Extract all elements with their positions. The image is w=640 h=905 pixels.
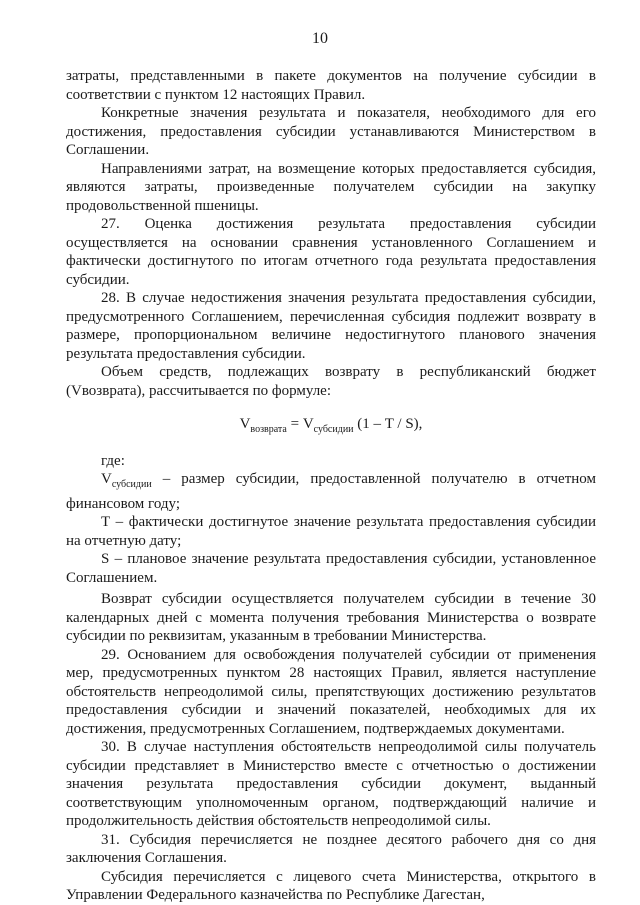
definition-symbol: T	[101, 514, 110, 530]
formula-lhs: V	[239, 416, 251, 432]
definition-symbol: V	[101, 471, 112, 487]
definition	[66, 550, 596, 587]
definition	[66, 513, 596, 550]
formula-rhs-sub: субсидии	[313, 424, 354, 435]
paragraph: Направлениями затрат, на возмещение которых предоставляется субсидия, являются затраты, произведенные получателем субсидии на закупку продовольственной пшеницы.	[66, 160, 596, 214]
definition	[66, 470, 596, 513]
formula-lhs-sub: возврата	[250, 424, 287, 435]
formula-equals: =	[286, 416, 303, 432]
paragraph: Субсидия перечисляется с лицевого счета Министерства, открытого в Управлении Федерального казначейства по Республике Дагестан,	[66, 868, 596, 903]
paragraph: 28. В случае недостижения значения результата предоставления субсидии, предусмотренного Соглашением, перечисленная субсидия подлежит возврату в размере, пропорциональном величине недостигнутого планового значения результата предоставления субсидии.	[66, 290, 596, 362]
formula-rhs: V	[302, 416, 314, 432]
paragraph: Объем средств, подлежащих возврату в республиканский бюджет (Vвозврата), рассчитывается по формуле:	[66, 364, 596, 399]
definition-symbol: S	[101, 551, 110, 567]
definition-text: – фактически достигнутое значение результата предоставления субсидии на отчетную дату;	[66, 514, 596, 549]
paragraph: 27. Оценка достижения результата предоставления субсидии осуществляется на основании сравнения установленного Соглашением и фактически достигнутого по итогам отчетного года результата предоставления субсидии.	[66, 216, 596, 288]
where-label: где:	[101, 452, 125, 469]
paragraph: 30. В случае наступления обстоятельств непреодолимой силы получатель субсидии представляет в Министерство вместе с отчетностью о достижении значения результата предоставления субсидии документ, выданный соответствующим уполномоченным органом, подтверждающий наличие и продолжительность действия обстоятельств непреодолимой силы.	[66, 739, 596, 829]
paragraph: 29. Основанием для освобождения получателей субсидии от применения мер, предусмотренных пунктом 28 настоящих Правил, является наступление обстоятельств непреодолимой силы, препятствующих достижению результатов предоставления субсидии и значений показателей, необходимых для их достижения, предусмотренных Соглашением, подтверждаемых документами.	[66, 646, 596, 737]
definition-text: – размер субсидии, предоставленной получателю в отчетном финансовом году;	[66, 471, 596, 512]
formula-rhs-tail: (1 – T / S),	[353, 416, 423, 432]
paragraph: затраты, представленными в пакете документов на получение субсидии в соответствии с пунктом 12 настоящих Правил.	[66, 68, 596, 103]
document-body	[66, 67, 596, 905]
paragraph: Конкретные значения результата и показателя, необходимого для его достижения, предоставления субсидии устанавливаются Министерством в Соглашении.	[66, 105, 596, 158]
formula	[66, 415, 596, 440]
page-number: 10	[312, 30, 328, 47]
paragraph: 31. Субсидия перечисляется не позднее десятого рабочего дня со дня заключения Соглашения.	[66, 831, 596, 866]
definition-text: – плановое значение результата предоставления субсидии, установленное Соглашением.	[66, 551, 596, 586]
definition-symbol-sub: субсидии	[111, 479, 152, 490]
paragraph: Возврат субсидии осуществляется получателем субсидии в течение 30 календарных дней с момента получения требования Министерства о возврате субсидии по реквизитам, указанным в требовании Министерства.	[66, 591, 596, 644]
